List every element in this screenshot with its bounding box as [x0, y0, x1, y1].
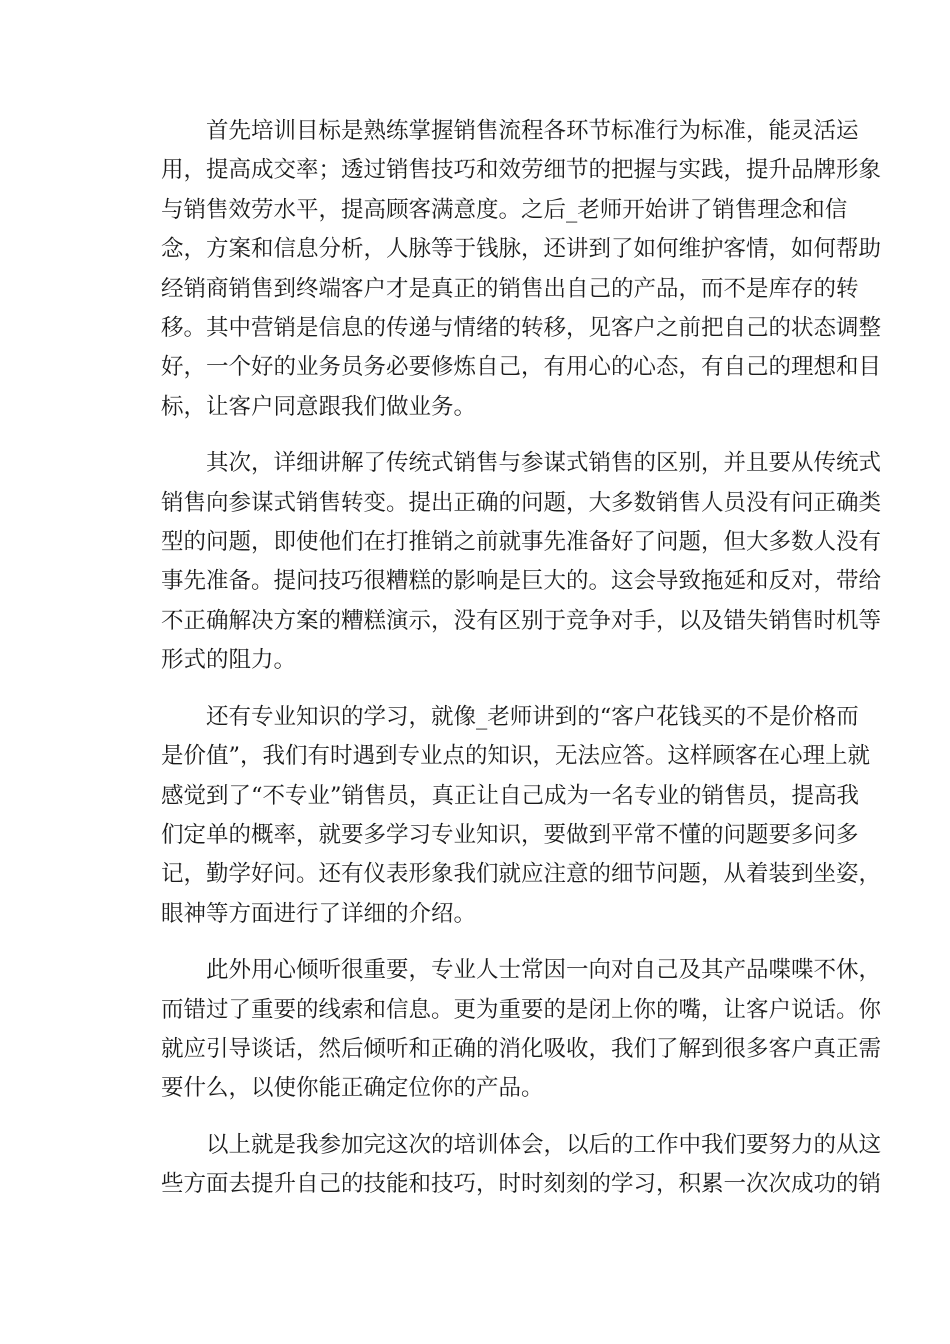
- text-line: 就应引导谈话，然后倾听和正确的消化吸收，我们了解到很多客户真正需: [161, 1035, 882, 1062]
- text-line: 眼神等方面进行了详细的介绍。: [161, 900, 477, 927]
- text-line: 经销商销售到终端客户才是真正的销售出自己的产品，而不是库存的转: [161, 275, 859, 302]
- text-line: 要什么，以使你能正确定位你的产品。: [161, 1075, 544, 1102]
- text-line: 销售向参谋式销售转变。提出正确的问题，大多数销售人员没有问正确类: [161, 489, 882, 516]
- text-line: 型的问题，即使他们在打推销之前就事先准备好了问题，但大多数人没有: [161, 529, 882, 556]
- paragraph-4: [116, 951, 882, 1109]
- text-line: 此外用心倾听很重要，专业人士常因一向对自己及其产品喋喋不休，: [206, 957, 882, 984]
- document-page: [116, 112, 882, 1222]
- text-line: 感觉到了“不专业”销售员，真正让自己成为一名专业的销售员，提高我: [161, 782, 860, 809]
- paragraph-3: [116, 698, 882, 934]
- text-line: 好，一个好的业务员务必要修炼自己，有用心的心态，有自己的理想和目: [161, 354, 882, 381]
- paragraph-2: [116, 444, 882, 680]
- text-line: 移。其中营销是信息的传递与情绪的转移，见客户之前把自己的状态调整: [161, 315, 882, 342]
- paragraph-1: [116, 112, 882, 427]
- text-line: 其次，详细讲解了传统式销售与参谋式销售的区别，并且要从传统式: [206, 450, 882, 477]
- text-line: 与销售效劳水平，提高顾客满意度。之后_老师开始讲了销售理念和信: [161, 196, 848, 223]
- text-line: 形式的阻力。: [161, 647, 297, 674]
- text-line: 记，勤学好问。还有仪表形象我们就应注意的细节问题，从着装到坐姿，: [161, 861, 882, 888]
- text-line: 念，方案和信息分析，人脉等于钱脉，还讲到了如何维护客情，如何帮助: [161, 236, 882, 263]
- text-line: 以上就是我参加完这次的培训体会，以后的工作中我们要努力的从这: [206, 1131, 882, 1158]
- text-line: 事先准备。提问技巧很糟糕的影响是巨大的。这会导致拖延和反对，带给: [161, 568, 882, 595]
- paragraph-5: [116, 1126, 882, 1205]
- text-line: 些方面去提升自己的技能和技巧，时时刻刻的学习，积累一次次成功的销: [161, 1171, 882, 1198]
- text-line: 用，提高成交率；透过销售技巧和效劳细节的把握与实践，提升品牌形象: [161, 157, 882, 184]
- text-line: 首先培训目标是熟练掌握销售流程各环节标准行为标准，能灵活运: [206, 118, 859, 144]
- text-line: 标，让客户同意跟我们做业务。: [161, 393, 477, 420]
- text-line: 们定单的概率，就要多学习专业知识，要做到平常不懂的问题要多问多: [161, 821, 859, 848]
- text-line: 不正确解决方案的糟糕演示，没有区别于竞争对手，以及错失销售时机等: [161, 607, 882, 634]
- text-line: 还有专业知识的学习，就像_老师讲到的“客户花钱买的不是价格而: [206, 703, 859, 730]
- text-line: 而错过了重要的线索和信息。更为重要的是闭上你的嘴，让客户说话。你: [161, 996, 882, 1023]
- text-line: 是价值”，我们有时遇到专业点的知识，无法应答。这样顾客在心理上就: [161, 743, 871, 770]
